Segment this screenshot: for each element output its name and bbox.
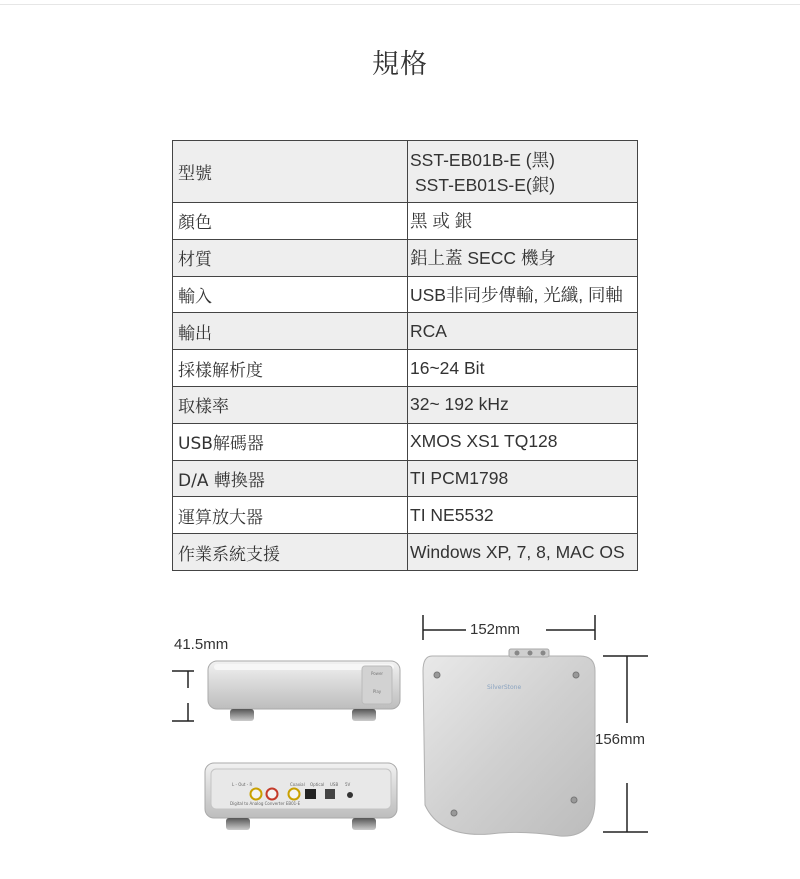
rear-label-5v: 5V	[345, 782, 351, 787]
spec-value: 32~ 192 kHz	[408, 386, 638, 423]
rear-label-coaxial: Coaxial	[290, 782, 305, 787]
depth-label: 156mm	[595, 731, 646, 748]
rear-label-optical: Optical	[310, 782, 325, 787]
spec-value: XMOS XS1 TQ128	[408, 423, 638, 460]
spec-value-silver: SST-EB01S-E(銀)	[415, 174, 556, 195]
width-label: 152mm	[470, 621, 521, 638]
spec-label: 顏色	[173, 203, 408, 240]
spec-label: 材質	[173, 239, 408, 276]
front-label-play: Play	[372, 689, 382, 694]
spec-value: RCA	[408, 313, 638, 350]
spec-label: 作業系統支援	[173, 534, 408, 571]
front-view-device	[208, 661, 400, 721]
rear-label-usb: USB	[330, 782, 339, 787]
spec-label: 型號	[173, 141, 408, 203]
spec-label: 採樣解析度	[173, 350, 408, 387]
rear-view-device	[205, 763, 397, 830]
spec-label: 運算放大器	[173, 497, 408, 534]
top-view-device	[423, 649, 595, 836]
spec-label: 輸入	[173, 276, 408, 313]
spec-value: Windows XP, 7, 8, MAC OS	[408, 534, 638, 571]
rear-caption: Digital to Analog Converter EB01-E	[230, 801, 301, 806]
page-title: 規格	[372, 49, 428, 80]
front-label-power: Power	[370, 671, 384, 676]
height-label: 41.5mm	[174, 636, 229, 653]
height-dimension	[172, 671, 194, 721]
spec-value: USB非同步傳輸, 光纖, 同軸	[408, 276, 638, 313]
spec-value: TI PCM1798	[408, 460, 638, 497]
spec-label: D/A 轉換器	[173, 460, 408, 497]
spec-value: 鋁上蓋 SECC 機身	[408, 239, 638, 276]
spec-label: USB解碼器	[173, 423, 408, 460]
spec-label: 輸出	[173, 313, 408, 350]
spec-value: 黑 或 銀	[408, 203, 638, 240]
spec-label: 取樣率	[173, 386, 408, 423]
rear-label-lout: L - Out - R	[232, 782, 253, 787]
spec-value: 16~24 Bit	[408, 350, 638, 387]
spec-value: TI NE5532	[408, 497, 638, 534]
brand-logo-text: SilverStone	[487, 684, 522, 691]
spec-value-black: SST-EB01B-E (黑)	[410, 149, 555, 170]
